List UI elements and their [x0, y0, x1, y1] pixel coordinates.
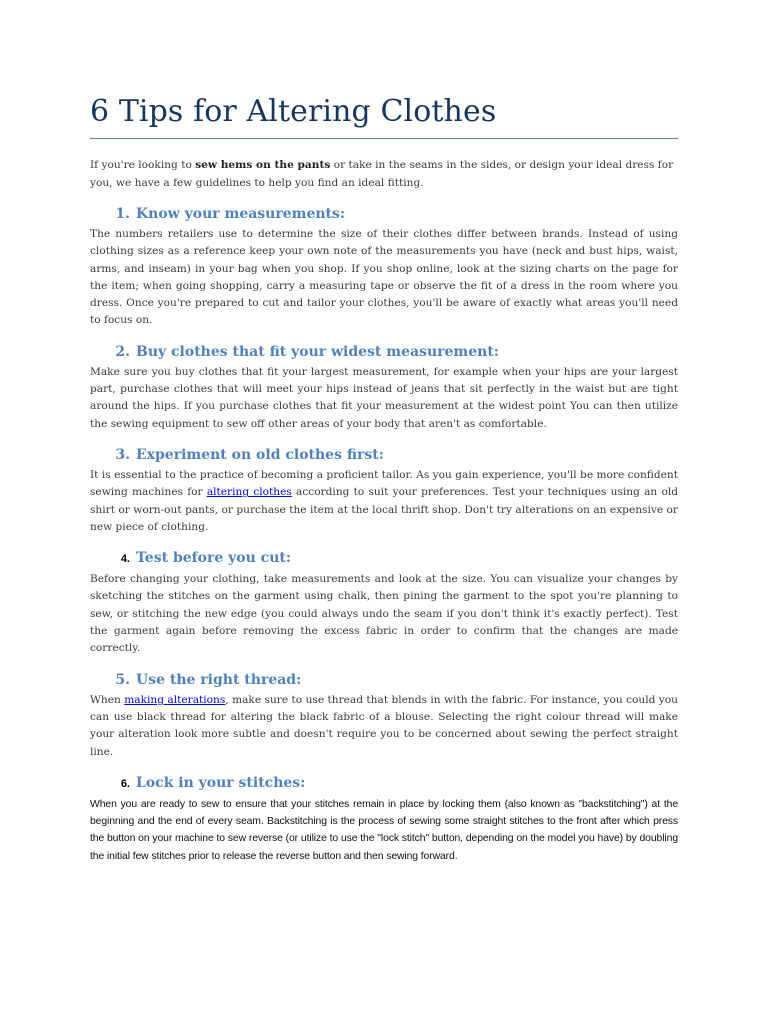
tip-2-body: Make sure you buy clothes that fit your largest measurement, for example when your hips are your largest part, purchase clothes that will meet your hips instead of jeans that sit perfectly in the waist but are tight around the hips. If you purchase clothes that fit your measurement at the widest point You can then utilize the sewing equipment to sew off other areas of your body that aren't as comfortable.: [90, 365, 678, 430]
tip-6-heading: [90, 774, 678, 793]
tip-4-body: Before changing your clothing, take measurements and look at the size. You can visualize your changes by sketching the stitches on the garment using chalk, then pining the garment to the spot you're planning to sew, or stitching the new edge (you could always undo the seam if you don't think it's exactly perfect). Test the garment again before removing the excess fabric in order to confirm that the changes are made correctly.: [90, 573, 678, 655]
tip-4-number: 4.: [120, 553, 130, 566]
tip-5-title: Use the right thread:: [136, 671, 302, 688]
altering-clothes-link[interactable]: altering clothes: [206, 486, 292, 499]
tip-4-title: Test before you cut:: [136, 550, 292, 567]
tip-6-body: When you are ready to sew to ensure that your stitches remain in place by locking them (also known as "backstitching") at the beginning and the end of every seam. Backstitching is the process of sewing some straight stitches to the front after which press the button on your machine to sew reverse (or utilize to use the "lock stitch" button, depending on the model you have) by doubling the initial few stitches prior to release the reverse button and then sewing forward.: [90, 798, 678, 862]
tip-3-heading: [90, 446, 678, 464]
tip-3-text-after: according to suit your preferences. Test your techniques using an old shirt or worn-out pants, or purchase the item at the local thrift shop. Don't try alterations on an expensive or new piece of clothing.: [90, 486, 679, 533]
intro-text-after: or take in the seams in the sides, or design your ideal dress for you, we have a few guidelines to help you find an ideal fitting.: [90, 159, 674, 189]
tip-5-number: 5.: [115, 671, 130, 688]
tip-3-text-before: It is essential to the practice of becoming a proficient tailor. As you gain experience, you'll be more confident sewing machines for: [90, 468, 678, 499]
tip-5-text-before: When: [90, 693, 125, 706]
intro-paragraph: [90, 157, 678, 192]
tip-5-body: [90, 692, 678, 761]
tip-5-heading: [90, 671, 678, 689]
page-title: 6 Tips for Altering Clothes: [90, 92, 678, 139]
tip-3-body: [90, 467, 678, 536]
tip-4-heading: [90, 549, 678, 568]
tip-6-title: Lock in your stitches:: [136, 774, 306, 791]
tip-5-text-after: , make sure to use thread that blends in with the fabric. For instance, you could you can use black thread for altering the black fabric of a blouse. Selecting the right colour thread will make your alteration look more subtle and doesn't require you to be concerned about sewing the perfect straight line.: [90, 693, 678, 758]
tip-2-number: 2.: [115, 343, 130, 360]
tip-3-title: Experiment on old clothes first:: [136, 446, 384, 463]
intro-bold-phrase: sew hems on the pants: [195, 159, 331, 171]
tip-2-title: Buy clothes that fit your widest measurement:: [136, 343, 499, 360]
tip-2-heading: [90, 343, 678, 361]
tip-1-number: 1.: [115, 206, 130, 222]
tip-3-number: 3.: [115, 446, 130, 463]
intro-text-before: If you're looking to: [90, 159, 196, 171]
tip-6-number: 6.: [120, 777, 130, 790]
tip-1-body: The numbers retailers use to determine the size of their clothes differ between brands. Instead of using clothing sizes as a reference keep your own note of the measurements you have (neck and bust hips, waist, arms, and inseam) in your bag when you shop. If you shop online, look at the sizing charts on the page for the item; when going shopping, carry a measuring tape or observe the fit of a dress in the room where you dress. Once you're prepared to cut and tailor your clothes, you'll be aware of exactly what areas you'll need to focus on.: [90, 228, 678, 327]
tip-1-heading: [90, 205, 678, 223]
tip-1-title: Know your measurements:: [136, 206, 346, 222]
making-alterations-link[interactable]: making alterations: [124, 693, 226, 706]
